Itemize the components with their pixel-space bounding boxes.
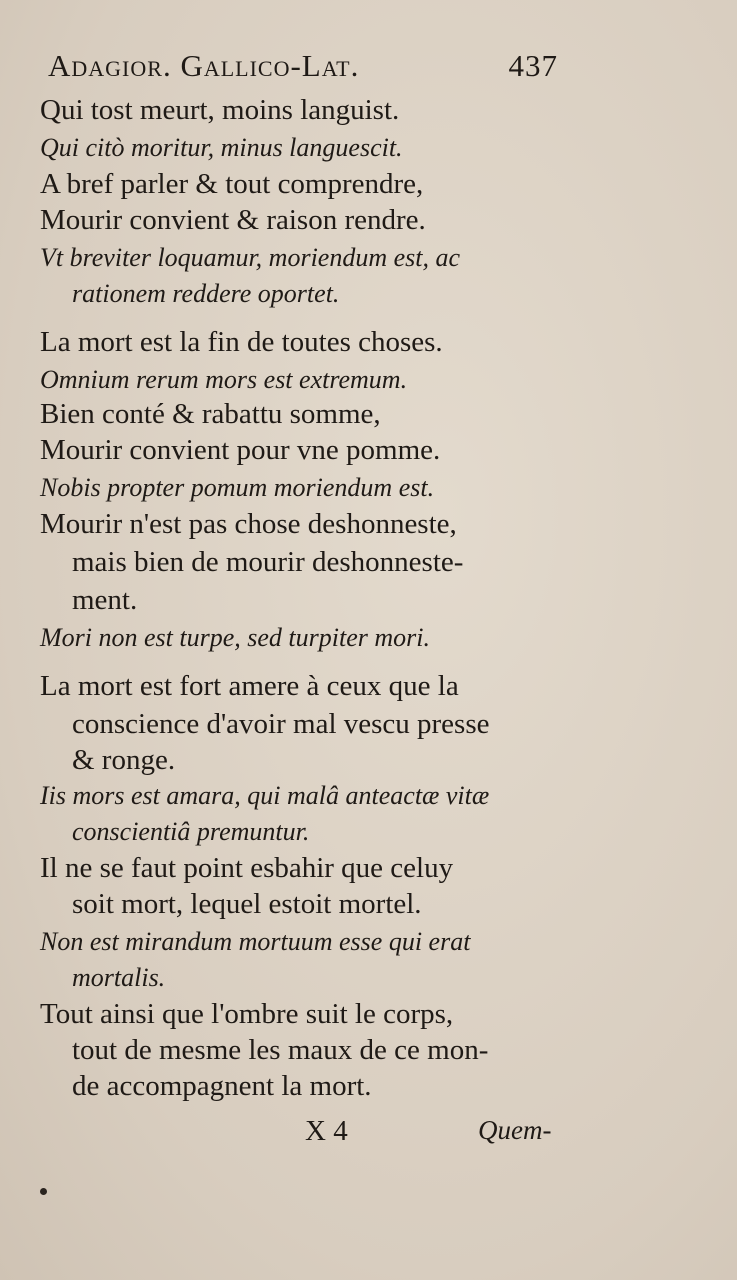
latin-line: Vt breviter loquamur, moriendum est, ac	[40, 243, 461, 272]
ink-dot	[40, 1188, 47, 1195]
text-line: A bref parler & tout comprendre,	[40, 168, 424, 200]
text-line: ment.	[72, 584, 138, 616]
text-line: Mourir convient & raison rendre.	[40, 204, 426, 236]
text-line: soit mort, lequel estoit mortel.	[72, 888, 422, 920]
latin-line: Mori non est turpe, sed turpiter mori.	[40, 623, 430, 652]
text-line: de accompagnent la mort.	[72, 1070, 372, 1102]
latin-line: conscientiâ premuntur.	[72, 817, 310, 846]
text-line: conscience d'avoir mal vescu presse	[72, 708, 490, 740]
text-line: Qui tost meurt, moins languist.	[40, 94, 400, 126]
running-title: Adagior. Gallico-Lat.	[48, 48, 360, 83]
signature-mark: X 4	[305, 1115, 348, 1147]
page-number: 437	[508, 48, 558, 83]
latin-line: mortalis.	[72, 963, 166, 992]
text-line: Bien conté & rabattu somme,	[40, 398, 381, 430]
text-line: tout de mesme les maux de ce mon-	[72, 1034, 489, 1066]
text-line: Mourir n'est pas chose deshonneste,	[40, 508, 457, 540]
latin-line: Iis mors est amara, qui malâ anteactæ vitæ	[40, 781, 490, 810]
latin-line: rationem reddere oportet.	[72, 279, 340, 308]
latin-line: Nobis propter pomum moriendum est.	[40, 473, 435, 502]
catchword: Quem-	[478, 1115, 552, 1145]
text-line: Mourir convient pour vne pomme.	[40, 434, 441, 466]
text-line: & ronge.	[72, 744, 176, 776]
latin-line: Non est mirandum mortuum esse qui erat	[40, 927, 471, 956]
text-line: La mort est la fin de toutes choses.	[40, 326, 443, 358]
latin-line: Omnium rerum mors est extremum.	[40, 365, 408, 394]
text-line: Il ne se faut point esbahir que celuy	[40, 852, 454, 884]
text-line: mais bien de mourir deshonneste-	[72, 546, 464, 578]
text-line: La mort est fort amere à ceux que la	[40, 670, 459, 702]
latin-line: Qui citò moritur, minus languescit.	[40, 133, 403, 162]
text-line: Tout ainsi que l'ombre suit le corps,	[40, 998, 454, 1030]
